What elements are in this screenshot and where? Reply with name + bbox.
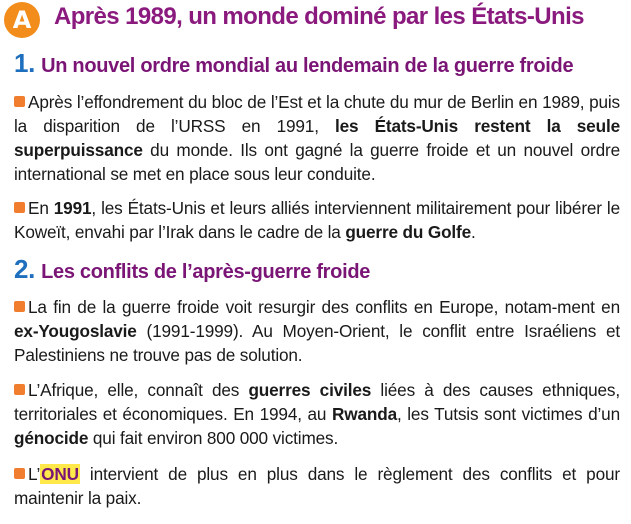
key-term: les États-Unis restent la seule superpuissance — [14, 116, 620, 160]
key-term: Rwanda — [331, 404, 397, 424]
section-badge: A — [4, 2, 40, 38]
section-2-number: 2. — [14, 254, 36, 284]
key-term: guerre du Golfe — [345, 222, 472, 242]
key-term: ex-Yougoslavie — [14, 321, 137, 341]
bullet-icon — [14, 96, 25, 107]
key-term: génocide — [14, 428, 89, 448]
section-1-paragraph-2: En 1991, les États-Unis et leurs alliés interviennent militairement pour libérer le Koweït, envahi par l’Irak dans le cadre de la guerre du Golfe. — [14, 198, 620, 242]
section-2-paragraph-2: L’Afrique, elle, connaît des guerres civiles liées à des causes ethniques, territoriales et économiques. En 1994, au Rwanda, les Tutsis sont victimes d’un génocide qui fait environ 800 000 victimes. — [14, 380, 620, 448]
chapter-header — [0, 0, 631, 38]
section-1-paragraph-1: Après l’effondrement du bloc de l’Est et la chute du mur de Berlin en 1989, puis la disparition de l’URSS en 1991, les États-Unis restent la seule superpuissance du monde. Ils ont gagné la guerre froide et un nouvel ordre international se met en place sous leur conduite. — [14, 92, 620, 184]
section-2-paragraph-3: L’ONU intervient de plus en plus dans le règlement des conflits et pour maintenir la paix. — [14, 464, 620, 508]
key-term: 1991 — [53, 198, 92, 218]
bullet-icon — [14, 384, 25, 395]
highlighted-term: ONU — [41, 464, 79, 484]
key-term: guerres civiles — [248, 380, 372, 400]
bullet-icon — [14, 301, 25, 312]
bullet-icon — [14, 468, 25, 479]
section-2-heading — [14, 254, 370, 285]
section-1-number: 1. — [14, 48, 36, 78]
section-1-heading — [14, 48, 573, 79]
section-2-title: Les conflits de l’après-guerre froide — [41, 261, 371, 283]
section-1-title: Un nouvel ordre mondial au lendemain de la guerre froide — [41, 55, 574, 77]
bullet-icon — [14, 202, 25, 213]
section-2-paragraph-1: La fin de la guerre froide voit resurgir des conflits en Europe, notam-ment en ex-Yougoslavie (1991-1999). Au Moyen-Orient, le conflit entre Israéliens et Palestiniens ne trouve pas de solution. — [14, 297, 620, 365]
page-title: Après 1989, un monde dominé par les États-Unis — [54, 3, 584, 30]
